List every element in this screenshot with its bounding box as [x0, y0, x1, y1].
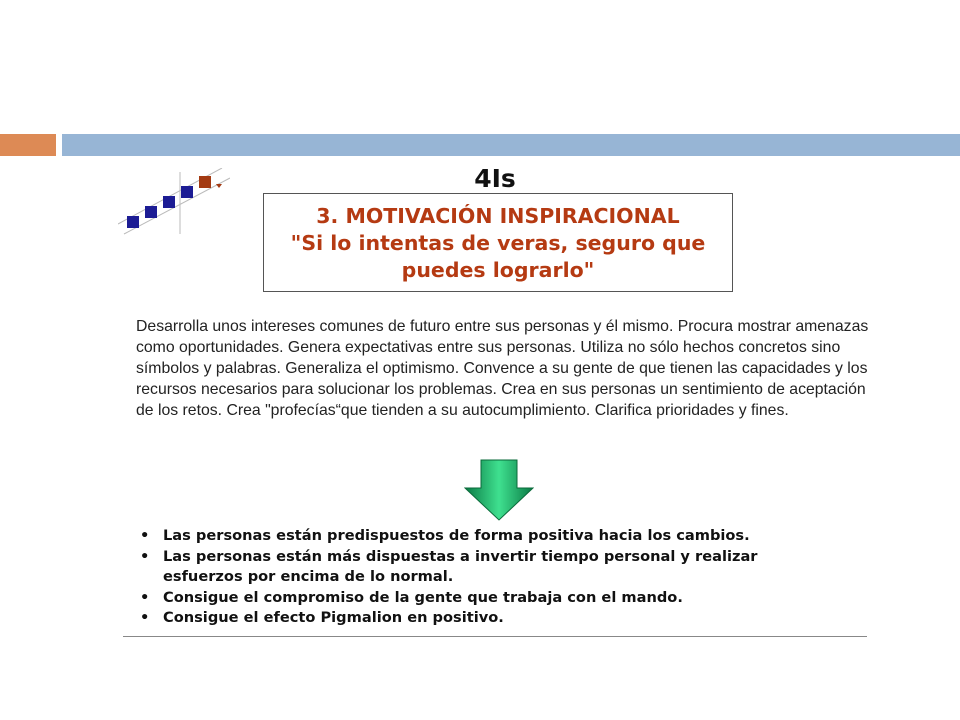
- bullet-symbol: •: [140, 588, 150, 606]
- header-accent-left: [0, 134, 56, 156]
- list-item: [140, 526, 840, 547]
- list-item: [140, 588, 840, 609]
- consequences-list: [140, 526, 840, 629]
- down-arrow-icon: [464, 459, 534, 521]
- slide-heading: 4Is: [474, 164, 516, 193]
- bullet-symbol: •: [140, 547, 150, 565]
- quote-line-3: puedes lograrlo": [401, 258, 595, 282]
- list-item-text: Consigue el efecto Pigmalion en positivo.: [163, 609, 504, 626]
- quote-box: [263, 193, 733, 292]
- rising-steps-icon: [118, 168, 230, 240]
- bullet-symbol: •: [140, 527, 150, 544]
- list-item-text: Las personas están predispuestos de forma positiva hacia los cambios.: [163, 527, 750, 544]
- bottom-divider: [123, 636, 867, 637]
- header-accent-right: [62, 134, 960, 156]
- list-item-text: Consigue el compromiso de la gente que trabaja con el mando.: [163, 588, 683, 606]
- quote-line-2: "Si lo intentas de veras, seguro que: [290, 231, 706, 255]
- list-item-text: Las personas están más dispuestas a invertir tiempo personal y realizar esfuerzos por encima de lo normal.: [163, 547, 758, 585]
- list-item: [140, 608, 840, 629]
- description-paragraph: Desarrolla unos intereses comunes de futuro entre sus personas y él mismo. Procura mostrar amenazas como oportunidades. Genera expectativas entre sus personas. Utiliza no sólo hechos concretos sino símbolos y palabras. Generaliza el optimismo. Convence a su gente de que tienen las capacidades y los recursos necesarios para solucionar los problemas. Crea en sus personas un sentimiento de aceptación de los retos. Crea "profecías“que tienden a su autocumplimiento. Clarifica prioridades y fines.: [136, 318, 869, 419]
- quote-line-1: 3. MOTIVACIÓN INSPIRACIONAL: [316, 204, 680, 228]
- bullet-symbol: •: [140, 609, 150, 626]
- list-item: [140, 547, 840, 588]
